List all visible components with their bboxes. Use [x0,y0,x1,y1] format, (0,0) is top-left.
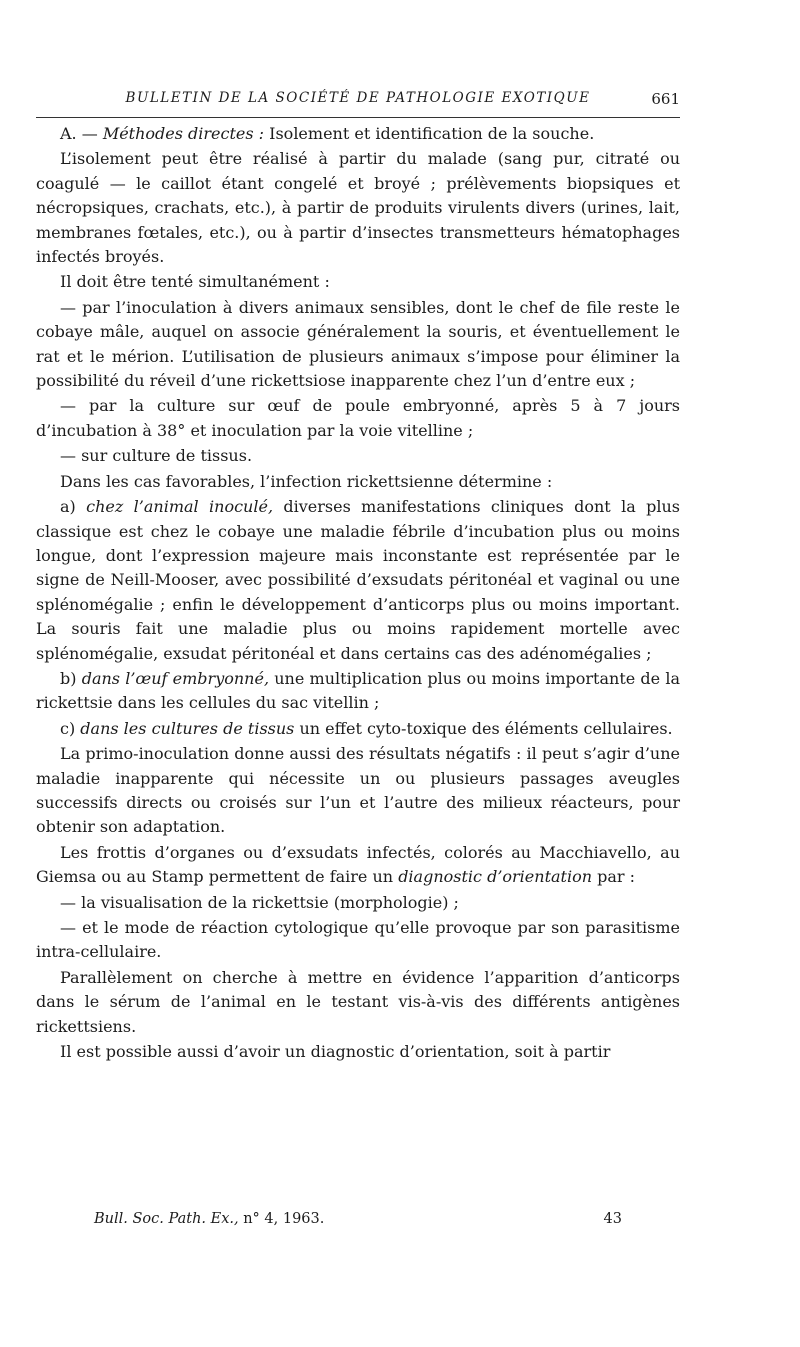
paragraph-orientation: Il est possible aussi d’avoir un diagnostic d’orientation, soit à partir [60,1042,611,1062]
paragraph-item-b: b) dans l’œuf embryonné, une multiplication plus ou moins importante de la rickettsie dans les cellules du sac vitellin ; [36,668,681,713]
paragraph-visualisation: — la visualisation de la rickettsie (morphologie) ; [60,892,459,912]
paragraph-tissue-culture: — sur culture de tissus. [60,446,253,466]
page-number: 661 [651,90,680,108]
paragraph-isolation: L’isolement peut être réalisé à partir du malade (sang pur, citraté ou coagulé — le caillot étant congelé et broyé ; prélèvements biopsiques et nécropsiques, crachats, etc.), à partir de produits virulents divers (urines, lait, membranes fœtales, etc.), ou à partir d’insectes transmetteurs hématophages infectés broyés. [36,149,680,267]
header-rule [36,117,680,118]
paragraph-egg-culture: — par la culture sur œuf de poule embryonné, après 5 à 7 jours d’incubation à 38° et inoculation par la voie vitelline ; [36,396,680,440]
paragraph-favorable-cases: Dans les cas favorables, l’infection rickettsienne détermine : [60,471,553,491]
page-footer [36,1211,680,1233]
paragraph-primo-inoculation: La primo-inoculation donne aussi des résultats négatifs : il peut s’agir d’une maladie inapparente qui nécessite un ou plusieurs passages aveugles successifs directs ou croisés sur l’un et l’autre des milieux réacteurs, pour obtenir son adaptation. [36,744,680,837]
journal-reference: Bull. Soc. Path. Ex., n° 4, 1963. [94,1211,325,1227]
paragraph-section-a: A. — Méthodes directes : Isolement et identification de la souche. [60,124,595,143]
paragraph-simultaneous: Il doit être tenté simultanément : [60,272,330,292]
paragraph-cytologic-reaction: — et le mode de réaction cytologique qu’elle provoque par son parasitisme intra-cellulaire. [36,918,680,962]
section-title: Méthodes directes : [102,124,265,143]
paragraph-antibodies: Parallèlement on cherche à mettre en évidence l’apparition d’anticorps dans le sérum de l’animal en le testant vis-à-vis des différents antigènes rickettsiens. [36,967,680,1036]
article-body [36,122,680,1065]
paragraph-item-a: a) chez l’animal inoculé, diverses manifestations cliniques dont la plus classique est chez le cobaye une maladie fébrile d’incubation plus ou moins longue, dont l’expression majeure mais inconstante est représentée par le signe de Neill-Mooser, avec possibilité d’exsudats péritonéal et vaginal ou une splénomégalie ; enfin le développement d’anticorps plus ou moins important. La souris fait une maladie plus ou moins rapidement mortelle avec splénomégalie, exsudat péritonéal et dans certains cas des adénomégalies ; [36,497,680,663]
paragraph-inoculation: — par l’inoculation à divers animaux sensibles, dont le chef de file reste le cobaye mâle, auquel on associe généralement la souris, et éventuellement le rat et le mérion. L’utilisation de plusieurs animaux s’impose pour éliminer la possibilité du réveil d’une rickettsiose inapparente chez l’un d’entre eux ; [36,297,680,391]
paragraph-smears: Les frottis d’organes ou d’exsudats infectés, colorés au Macchiavello, au Giemsa ou au Stamp permettent de faire un diagnostic d’orientation par : [36,842,680,887]
paragraph-item-c: c) dans les cultures de tissus un effet cyto-toxique des éléments cellulaires. [60,718,673,738]
signature-mark: 43 [603,1211,622,1227]
running-title: BULLETIN DE LA SOCIÉTÉ DE PATHOLOGIE EXOTIQUE [125,90,591,106]
